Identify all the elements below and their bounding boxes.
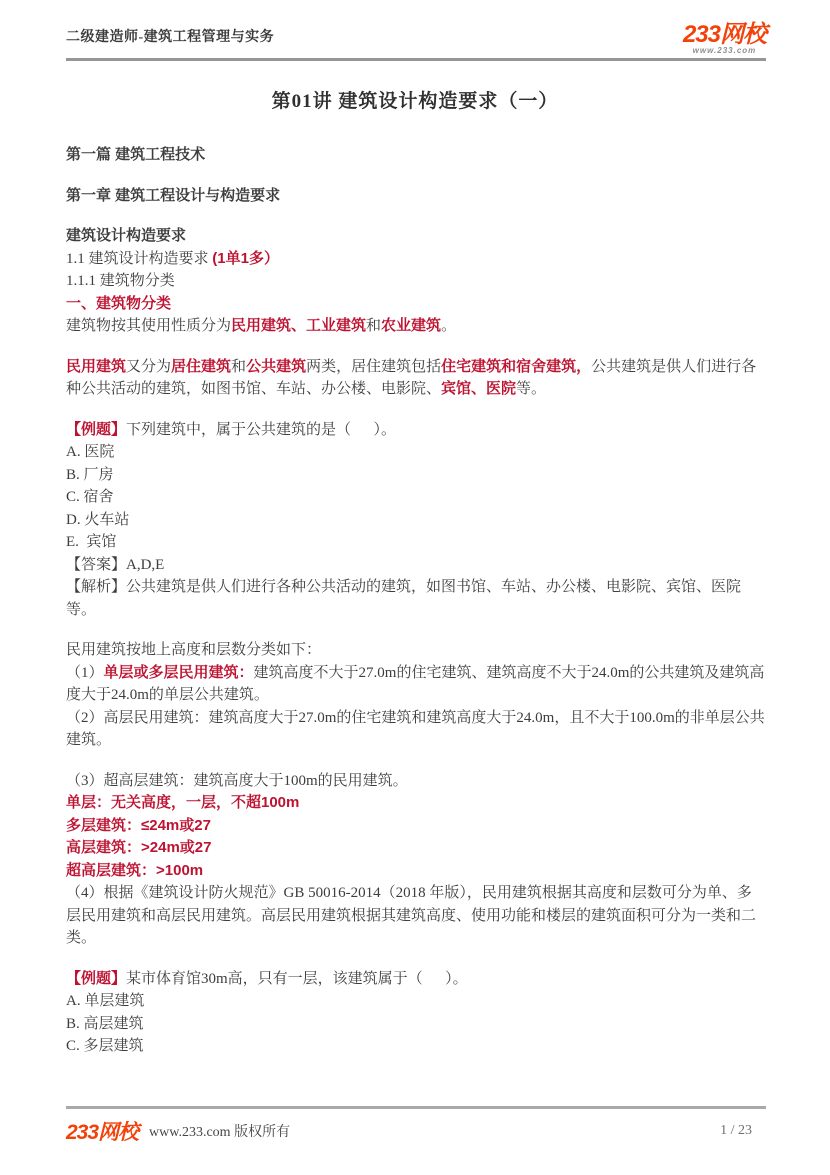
document-body — [66, 144, 765, 1058]
highlight-text: 民用建筑 — [66, 357, 127, 375]
text-run: A. 单层建筑 — [66, 993, 145, 1009]
text-run: A. 医院 — [66, 444, 115, 460]
page-header — [66, 0, 766, 61]
text-run: 第一章 建筑工程设计与构造要求 — [66, 186, 281, 204]
copyright-text: www.233.com 版权所有 — [149, 1125, 291, 1140]
option-d — [66, 509, 765, 532]
subsection-heading-1-1 — [66, 248, 765, 271]
text-run: D. 火车站 — [66, 511, 130, 528]
highlight-text: 一、建筑物分类 — [66, 294, 172, 312]
highlight-text: 【例题】 — [66, 420, 127, 438]
highlight-text: 宾馆、医院 — [441, 380, 517, 397]
section-heading — [66, 225, 765, 248]
highlight-text: 单层：无关高度，一层，不超100m — [66, 794, 300, 811]
footer-brand — [66, 1116, 290, 1146]
list-item-1 — [66, 662, 765, 707]
list-item-2 — [66, 707, 765, 752]
page-footer — [66, 1106, 766, 1146]
body-paragraph — [66, 356, 765, 401]
highlight-text: 居住建筑 — [171, 357, 232, 375]
brand-logo-text: 233网校 — [682, 21, 766, 48]
highlight-text: 高层建筑：>24m或27 — [66, 839, 212, 856]
text-run: 建筑物按其使用性质分为 — [66, 318, 232, 334]
option-e — [66, 531, 765, 554]
text-run: 。 — [441, 318, 457, 334]
text-run: （1） — [66, 664, 104, 681]
body-paragraph — [66, 639, 765, 662]
example-question — [66, 419, 765, 442]
option-c — [66, 486, 765, 509]
option-b — [66, 464, 765, 487]
text-run: 下列建筑中，属于公共建筑的是（ ）。 — [126, 421, 397, 438]
text-run: 和 — [366, 318, 382, 334]
topic-heading — [66, 293, 765, 316]
key-point-multi — [66, 815, 765, 838]
list-item-4 — [66, 882, 765, 950]
highlight-text: 超高层建筑：>100m — [66, 861, 204, 879]
answer-line — [66, 554, 765, 577]
highlight-text: 单层或多层民用建筑： — [103, 663, 254, 681]
list-item-3 — [66, 770, 765, 793]
footer-brand-logo: 233网校 — [66, 1121, 139, 1144]
lecture-title: 第01讲 建筑设计构造要求（一） — [271, 91, 559, 112]
option-a — [66, 441, 765, 464]
text-run: 和 — [231, 358, 247, 375]
text-run: 【答案】A,D,E — [66, 556, 165, 573]
text-run: 1.1 建筑设计构造要求 — [66, 250, 213, 267]
option-b — [66, 1013, 765, 1036]
text-run: 1.1.1 建筑物分类 — [66, 273, 175, 289]
text-run: 又分为 — [126, 358, 172, 375]
highlight-text: 农业建筑 — [381, 317, 442, 334]
text-run: 第一篇 建筑工程技术 — [66, 146, 206, 163]
highlight-text: (1单1多） — [212, 249, 279, 267]
page-indicator: 1 / 23 — [720, 1123, 752, 1138]
example-question — [66, 968, 765, 991]
body-paragraph — [66, 315, 765, 338]
text-run: E. 宾馆 — [66, 534, 117, 550]
subsection-heading-1-1-1 — [66, 270, 765, 293]
text-run: B. 高层建筑 — [66, 1015, 144, 1032]
header-course-title: 二级建造师-建筑工程管理与实务 — [66, 30, 275, 45]
key-point-superhigh — [66, 860, 765, 883]
option-c — [66, 1035, 765, 1058]
brand-logo — [682, 21, 766, 55]
key-point-highrise — [66, 837, 765, 860]
text-run: （4）根据《建筑设计防火规范》GB 50016-2014（2018 年版），民用建筑根据其高度和层数可分为单、多层民用建筑和高层民用建筑。高层民用建筑根据其建筑高度、使用功能和楼层的建筑面积可分为一类和二类。 — [66, 885, 757, 946]
text-run: 建筑高度不大于27.0m的住宅建筑、建筑高度不大于24.0m的公共建筑及建筑高度大于24.0m的单层公共建筑。 — [66, 664, 765, 703]
chapter-heading — [66, 185, 765, 208]
text-run: 公共建筑是供人们进行各种公共活动的建筑，如图书馆、车站、办公楼、电影院、 — [66, 358, 757, 397]
text-run: 某市体育馆30m高，只有一层，该建筑属于（ ）。 — [126, 970, 468, 987]
highlight-text: 公共建筑 — [246, 357, 307, 375]
option-a — [66, 990, 765, 1013]
key-point-single — [66, 792, 765, 815]
text-run: B. 厂房 — [66, 466, 114, 483]
highlight-text: 多层建筑：≤24m或27 — [66, 816, 211, 834]
text-run: 【解析】公共建筑是供人们进行各种公共活动的建筑，如图书馆、车站、办公楼、电影院、宾馆、医院等。 — [66, 579, 742, 618]
highlight-text: 民用建筑、工业建筑 — [231, 317, 367, 334]
highlight-text: 住宅建筑和宿舍建筑， — [441, 357, 592, 375]
text-run: 两类，居住建筑包括 — [306, 358, 442, 375]
highlight-text: 【例题】 — [66, 969, 127, 987]
text-run: 建筑设计构造要求 — [66, 227, 187, 244]
text-run: 等。 — [516, 381, 547, 397]
text-run: C. 宿舍 — [66, 489, 114, 505]
part-heading — [66, 144, 765, 167]
text-run: （3）超高层建筑：建筑高度大于100m的民用建筑。 — [66, 772, 408, 789]
brand-logo-url: www.233.com — [692, 46, 757, 55]
analysis-line — [66, 576, 765, 621]
text-run: （2）高层民用建筑：建筑高度大于27.0m的住宅建筑和建筑高度大于24.0m，且不大于100.0m的非单层公共建筑。 — [66, 709, 765, 748]
text-run: 民用建筑按地上高度和层数分类如下： — [66, 642, 322, 658]
text-run: C. 多层建筑 — [66, 1038, 144, 1054]
